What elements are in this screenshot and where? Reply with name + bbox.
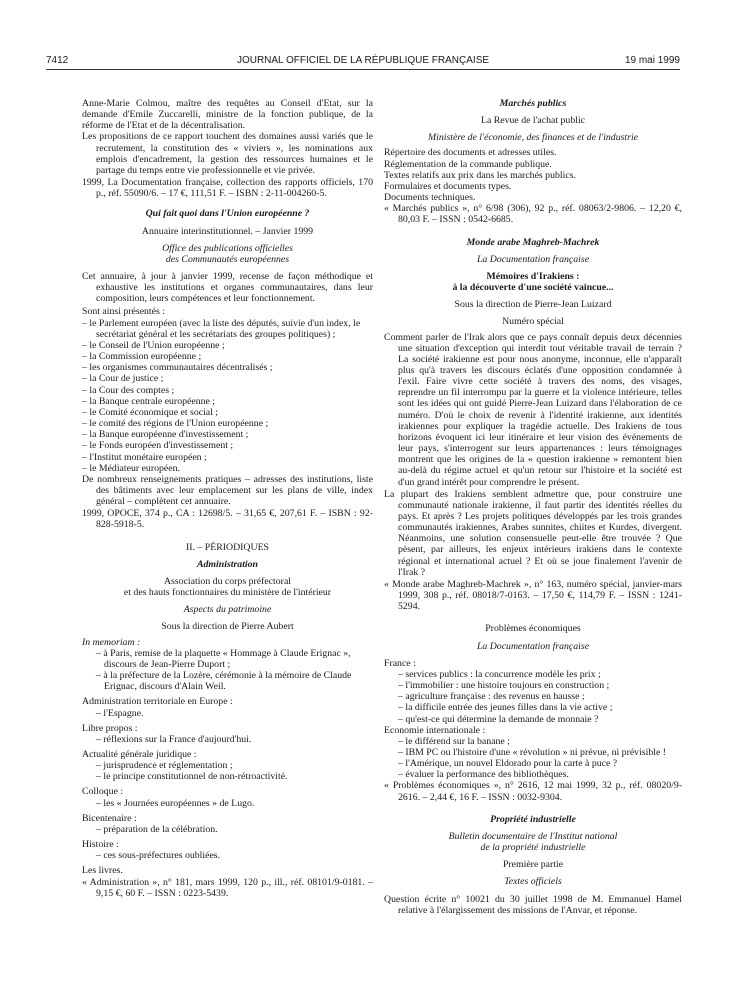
right-column: [384, 98, 682, 917]
association-line2: et des hauts fonctionnaires du ministère de l'intérieur: [123, 587, 332, 599]
list-item: – qu'est-ce qui détermine la demande de monnaie ?: [398, 713, 599, 725]
list-item: – l'Institut monétaire européen ;: [82, 451, 207, 463]
subsection-heading: Administration territoriale en Europe :: [82, 696, 233, 708]
list-item: – l'immobilier : une histoire toujours en construction ;: [398, 680, 610, 692]
ue-reference: 1999, OPOCE, 374 p., CA : 12698/5. – 31,65 €, 207,61 F. – ISBN : 92-828-5918-5.: [82, 508, 373, 531]
subsection-heading: Bicentenaire :: [82, 812, 137, 824]
issue-date: 19 mai 1999: [624, 55, 680, 66]
subsection-heading: Economie internationale :: [384, 724, 486, 736]
issue-title-line1: Mémoires d'Irakiens :: [486, 270, 580, 282]
ue-list-intro: Sont ainsi présentés :: [82, 305, 165, 317]
list-item: – l'Amérique, un nouvel Eldorado pour la carte à puce ?: [398, 758, 618, 770]
issue-direction: Sous la direction de Pierre-Jean Luizard: [454, 299, 612, 311]
intro-reference: 1999, La Documentation française, collection des rapports officiels, 170 p., réf. 55090/6. – 17 €, 111,51 F. – ISBN : 2-11-004260-5.: [82, 177, 373, 200]
list-item: Répertoire des documents et adresses utiles.: [384, 147, 557, 159]
ue-subtitle: Annuaire interinstitutionnel. – Janvier 1999: [141, 225, 314, 237]
ue-title: Qui fait quoi dans l'Union européenne ?: [145, 208, 310, 220]
category-heading: Marchés publics: [499, 98, 567, 109]
review-title: La Revue de l'achat public: [480, 115, 586, 127]
part-label: Première partie: [502, 859, 564, 871]
list-item: – les organismes communautaires décentralisés ;: [82, 362, 273, 374]
list-item: – l'Espagne.: [96, 707, 144, 719]
page-header: [46, 55, 680, 68]
list-item: – le Médiateur européen.: [82, 462, 180, 474]
association-line1: Association du corps préfectoral: [163, 575, 292, 587]
list-item: – à la préfecture de la Lozère, cérémonie à la mémoire de Claude Erignac, discours d'Alain Weil.: [96, 670, 352, 693]
administration-reference: « Administration », n° 181, mars 1999, 120 p., ill., réf. 08101/9-0181. – 9,15 €, 60 F. – ISSN : 0223-5439.: [82, 876, 373, 899]
problemes-reference: « Problèmes économiques », n° 2616, 12 mai 1999, 32 p., réf. 08020/9-2616. – 2,44 €, 16 F. – ISSN : 0032-9304.: [384, 780, 682, 803]
list-item: – les « Journées européennes » de Lugo.: [96, 797, 255, 809]
texts-label: Textes officiels: [504, 876, 562, 888]
category-heading: Monde arabe Maghreb-Machrek: [466, 236, 600, 248]
list-item: – la Cour de justice ;: [82, 373, 164, 385]
review-direction: Sous la direction de Pierre Aubert: [161, 621, 294, 633]
intro-paragraph: Les propositions de ce rapport touchent des domaines aussi variés que le recrutement, la constitution des « viviers », les nominations aux emplois d'encadrement, la gestion des ressources humaines et le partage du temps entre vie professionnelle et vie privée.: [82, 131, 373, 176]
ue-closing: De nombreux renseignements pratiques – adresses des institutions, liste des bâtiments avec leur emplacement sur les plans de ville, index général – complètent cet annuaire.: [82, 473, 373, 508]
review-title: Aspects du patrimoine: [183, 604, 272, 616]
maghreb-paragraph: La plupart des Irakiens semblent admettre que, pour construire une communauté nationale irakienne, il faut partir des identités réelles du pays. Et après ? Les projets politiques développés par les trois grandes communautés irakiennes, Arabes sunnites, chiites et Kurdes, divergent. Néanmoins, une solution consensuelle peut-elle être trouvée ? Que pèsent, par ailleurs, les enjeux intérieurs irakiens dans le contexte régional et international actuel ? Et où se joue finalement l'avenir de l'Irak ?: [384, 488, 682, 578]
issue-title-line2: à la découverte d'une société vaincue...: [452, 282, 614, 294]
ministry-name: Ministère de l'économie, des finances et de l'industrie: [427, 132, 639, 144]
category-heading: Propriété industrielle: [490, 813, 576, 825]
ue-description: Cet annuaire, à jour à janvier 1999, recense de façon méthodique et exhaustive les institutions et organes communautaires, dans leur composition, leurs compétences et leur fonctionnement.: [82, 271, 373, 305]
written-question: Question écrite n° 10021 du 30 juillet 1998 de M. Emmanuel Hamel relative à l'élargissement des missions de l'Anvar, et réponse.: [384, 893, 682, 916]
category-heading: Administration: [197, 558, 258, 570]
ue-publisher-line2: des Communautés européennes: [165, 253, 290, 265]
list-item: – le Parlement européen (avec la liste des députés, suivie d'un index, le secrétariat général et les secrétariats des groupes politiques) ;: [82, 317, 361, 340]
subsection-heading: Actualité générale juridique :: [82, 748, 197, 760]
left-column: [82, 98, 373, 900]
subsection-heading: Histoire :: [82, 839, 119, 851]
list-item: – la Commission européenne ;: [82, 351, 202, 363]
list-item: – IBM PC ou l'histoire d'une « révolution » ni prévue, ni prévisible !: [398, 746, 667, 758]
maghreb-paragraph: Comment parler de l'Irak alors que ce pays connaît depuis deux décennies une situation d'exception qui interdit tout véritable travail de terrain ? La société irakienne est pour nous anonyme, inconnue, elle n'apparaît plus qu'à travers les discours éclatés d'une opposition condamnée à l'exil. Faire vivre cette société à travers des noms, des visages, reprendre un fil interrompu par la guerre et la violence intérieure, telles sont les idées qui ont guidé Pierre-Jean Luizard dans l'élaboration de ce numéro. D'où le choix de revenir à l'identité irakienne, aux identités irakiennes pour expliquer la tragédie actuelle. Des Irakiens de tous horizons évoquent ici leur itinéraire et leur vision des événements de leur pays, s'interrogent sur leurs appartenances : leurs témoignages montrent que les origines de la « question irakienne » remontent bien au-delà du régime actuel et qu'un retour sur l'histoire et la société est d'un grand intérêt pour comprendre le présent.: [384, 331, 682, 488]
list-item: – évaluer la performance des bibliothèques.: [398, 769, 569, 781]
list-item: – réflexions sur la France d'aujourd'hui.: [96, 733, 252, 745]
list-item: – préparation de la célébration.: [96, 823, 218, 835]
list-item: Réglementation de la commande publique.: [384, 158, 552, 170]
list-item: – le différend sur la banane ;: [398, 735, 510, 747]
special-issue-label: Numéro spécial: [502, 316, 564, 328]
bulletin-line1: Bulletin documentaire de l'Institut national: [448, 830, 618, 842]
page-number: 7412: [46, 55, 69, 66]
section-heading: II. – PÉRIODIQUES: [186, 541, 269, 553]
memoriam-heading: In memoriam :: [82, 636, 141, 648]
category-heading: Problèmes économiques: [485, 623, 581, 635]
bulletin-line2: de la propriété industrielle: [480, 842, 586, 854]
journal-title: JOURNAL OFFICIEL DE LA RÉPUBLIQUE FRANÇAISE: [236, 55, 490, 66]
list-item: – ces sous-préfectures oubliées.: [96, 850, 221, 862]
books-heading: Les livres.: [82, 865, 123, 877]
list-item: – agriculture française : des revenus en hausse ;: [398, 691, 585, 703]
list-item: – le principe constitutionnel de non-rétroactivité.: [96, 771, 288, 783]
subsection-heading: France :: [384, 657, 416, 669]
list-item: Textes relatifs aux prix dans les marchés publics.: [384, 169, 576, 181]
ue-publisher-line1: Office des publications officielles: [162, 242, 293, 254]
list-item: – le Comité économique et social ;: [82, 406, 219, 418]
list-item: – jurisprudence et réglementation ;: [96, 760, 233, 772]
publisher-name: La Documentation française: [476, 253, 590, 265]
maghreb-reference: « Monde arabe Maghreb-Machrek », n° 163, numéro spécial, janvier-mars 1999, 308 p., réf. 08018/7-0163. – 17,50 €, 114,79 F. – ISSN : 1241-5294.: [384, 578, 682, 613]
marches-reference: « Marchés publics », n° 6/98 (306), 92 p., réf. 08063/2-9806. – 12,20 €, 80,03 F. – ISSN : 0542-6685.: [384, 203, 682, 226]
subsection-heading: Colloque :: [82, 786, 124, 798]
list-item: – la Banque centrale européenne ;: [82, 395, 216, 407]
publisher-name: La Documentation française: [476, 640, 590, 652]
list-item: – la Banque européenne d'investissement ;: [82, 429, 249, 441]
list-item: – la difficile entrée des jeunes filles dans la vie active ;: [398, 702, 613, 714]
list-item: – la Cour des comptes ;: [82, 384, 175, 396]
header-rule: [46, 69, 680, 70]
list-item: Documents techniques.: [384, 192, 476, 204]
list-item: – à Paris, remise de la plaquette « Hommage à Claude Erignac », discours de Jean-Pierre Duport ;: [96, 647, 351, 670]
list-item: – le comité des régions de l'Union européenne ;: [82, 418, 269, 430]
intro-text: Anne-Marie Colmou, maître des requêtes au Conseil d'Etat, sur la demande d'Emile Zuccarelli, ministre de la fonction publique, de la réforme de l'Etat et de la décentralisation.: [82, 98, 373, 132]
subsection-heading: Libre propos :: [82, 722, 138, 734]
list-item: – le Fonds européen d'investissement ;: [82, 440, 234, 452]
list-item: Formulaires et documents types.: [384, 180, 512, 192]
list-item: – services publics : la concurrence modèle les prix ;: [398, 668, 601, 680]
list-item: – le Conseil de l'Union européenne ;: [82, 339, 225, 351]
